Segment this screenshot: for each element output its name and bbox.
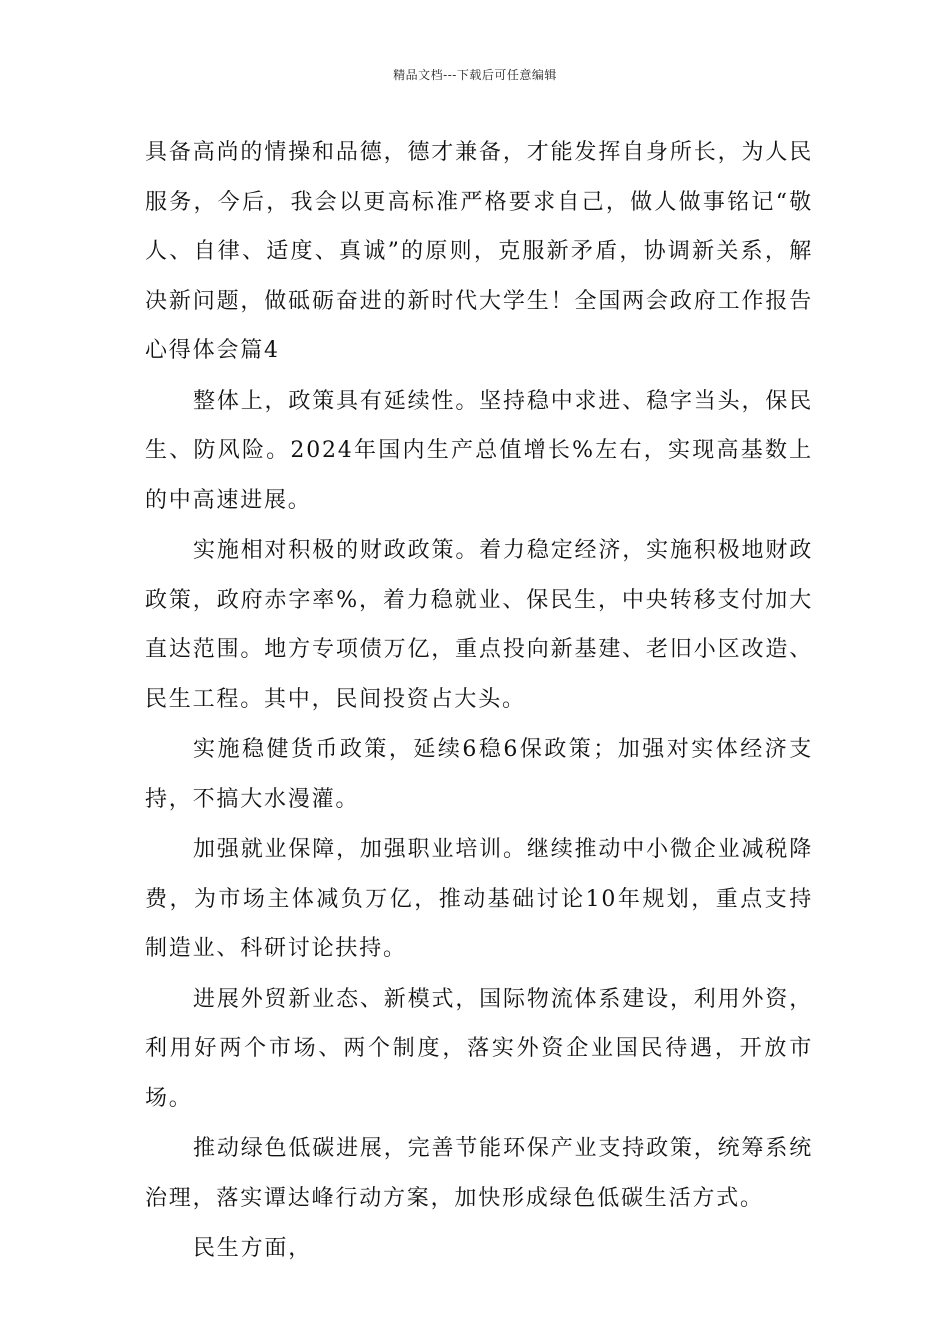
paragraph: 推动绿色低碳进展，完善节能环保产业支持政策，统筹系统治理，落实谭达峰行动方案，加快形成绿色低碳生活方式。 [145,1136,813,1211]
paragraph: 整体上，政策具有延续性。坚持稳中求进、稳字当头，保民生、防风险。2024年国内生产总值增长%左右，实现高基数上的中高速进展。 [145,388,813,513]
paragraph: 实施相对积极的财政政策。着力稳定经济，实施积极地财政政策，政府赤字率%，着力稳就业、保民生，中央转移支付加大直达范围。地方专项债万亿，重点投向新基建、老旧小区改造、民生工程。其中，民间投资占大头。 [145,538,813,712]
paragraph-continuation: 具备高尚的情操和品德，德才兼备，才能发挥自身所长，为人民服务，今后，我会以更高标准严格要求自己，做人做事铭记“敬人、自律、适度、真诚”的原则，克服新矛盾，协调新关系，解决新问题，做砥砺奋进的新时代大学生！全国两会政府工作报告心得体会篇4 [145,140,813,363]
document-body [145,128,813,1274]
page-header: 精品文档---下载后可任意编辑 [393,68,557,82]
paragraph: 民生方面， [193,1236,313,1261]
paragraph: 加强就业保障，加强职业培训。继续推动中小微企业减税降费，为市场主体减负万亿，推动基础讨论10年规划，重点支持制造业、科研讨论扶持。 [145,837,813,961]
paragraph: 实施稳健货币政策，延续6稳6保政策；加强对实体经济支持，不搞大水漫灌。 [145,737,813,812]
paragraph: 进展外贸新业态、新模式，国际物流体系建设，利用外资，利用好两个市场、两个制度，落实外资企业国民待遇，开放市场。 [145,986,813,1111]
